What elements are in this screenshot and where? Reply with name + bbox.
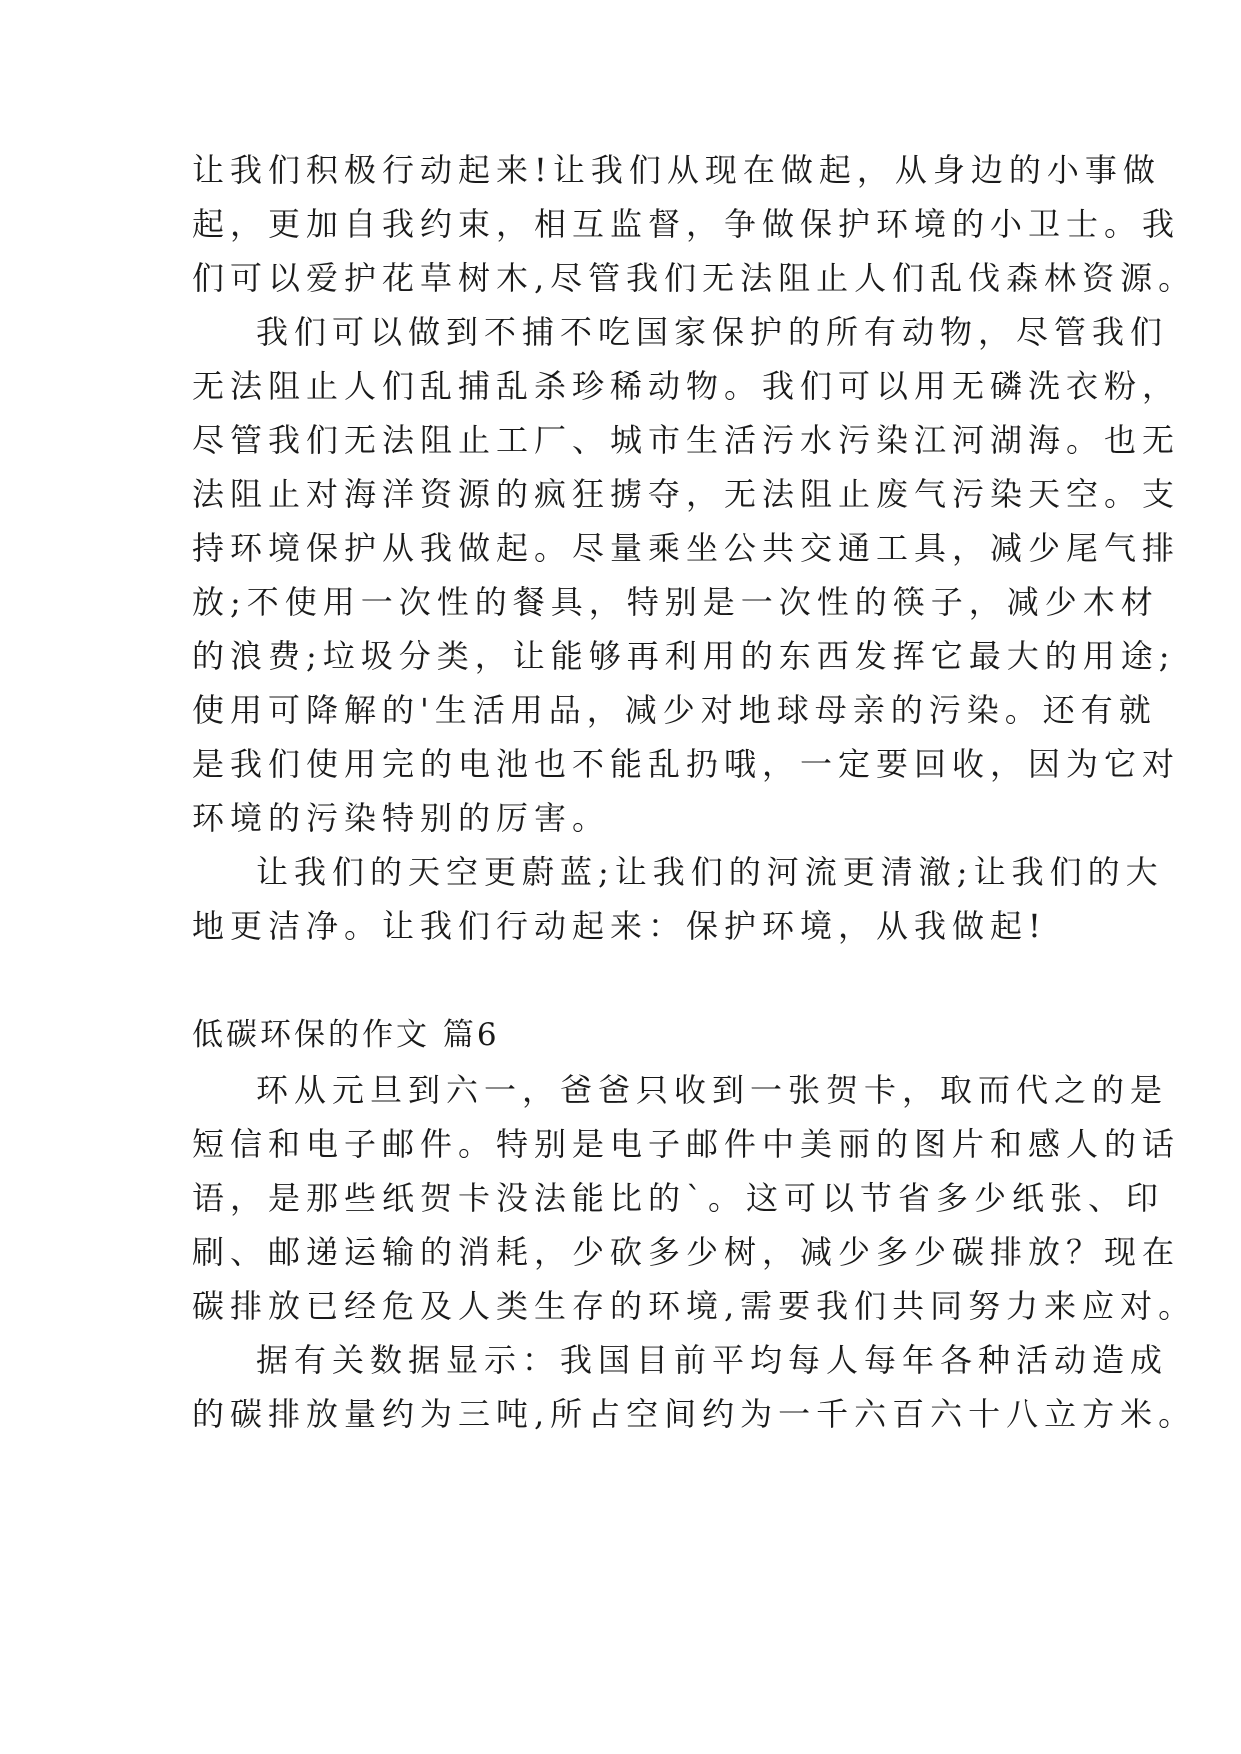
paragraph-start-line: 让我们的天空更蔚蓝;让我们的河流更清澈;让我们的大 <box>256 853 1164 891</box>
text-line: 短信和电子邮件。特别是电子邮件中美丽的图片和感人的话 <box>192 1125 1181 1163</box>
text-line: 法阻止对海洋资源的疯狂掳夺，无法阻止废气污染天空。支 <box>192 475 1181 513</box>
text-line: 地更洁净。让我们行动起来：保护环境，从我做起! <box>192 907 1047 945</box>
text-line: 让我们积极行动起来!让我们从现在做起，从身边的小事做 <box>192 151 1161 189</box>
text-line: 持环境保护从我做起。尽量乘坐公共交通工具，减少尾气排 <box>192 529 1181 567</box>
text-line: 的碳排放量约为三吨,所占空间约为一千六百六十八立方米。 <box>192 1395 1197 1433</box>
text-line: 起，更加自我约束，相互监督，争做保护环境的小卫士。我 <box>192 205 1181 243</box>
paragraph-start-line: 据有关数据显示：我国目前平均每人每年各种活动造成 <box>256 1341 1169 1379</box>
text-line: 的浪费;垃圾分类，让能够再利用的东西发挥它最大的用途; <box>192 637 1176 675</box>
text-line: 们可以爱护花草树木,尽管我们无法阻止人们乱伐森林资源。 <box>192 259 1197 297</box>
text-line: 使用可降解的'生活用品，减少对地球母亲的污染。还有就 <box>192 691 1157 729</box>
text-line: 尽管我们无法阻止工厂、城市生活污水污染江河湖海。也无 <box>192 421 1181 459</box>
text-line: 环境的污染特别的厉害。 <box>192 799 611 837</box>
text-line: 放;不使用一次性的餐具，特别是一次性的筷子，减少木材 <box>192 583 1159 621</box>
paragraph-start-line: 我们可以做到不捕不吃国家保护的所有动物，尽管我们 <box>256 313 1169 351</box>
text-line: 碳排放已经危及人类生存的环境,需要我们共同努力来应对。 <box>192 1287 1197 1325</box>
text-line: 刷、邮递运输的消耗，少砍多少树，减少多少碳排放？现在 <box>192 1233 1181 1271</box>
text-line: 无法阻止人们乱捕乱杀珍稀动物。我们可以用无磷洗衣粉， <box>192 367 1181 405</box>
section-heading: 低碳环保的作文 篇6 <box>192 1017 500 1053</box>
text-line: 语，是那些纸贺卡没法能比的`。这可以节省多少纸张、印 <box>192 1179 1165 1217</box>
paragraph-start-line: 环从元旦到六一，爸爸只收到一张贺卡，取而代之的是 <box>256 1071 1169 1109</box>
text-line: 是我们使用完的电池也不能乱扔哦，一定要回收，因为它对 <box>192 745 1181 783</box>
